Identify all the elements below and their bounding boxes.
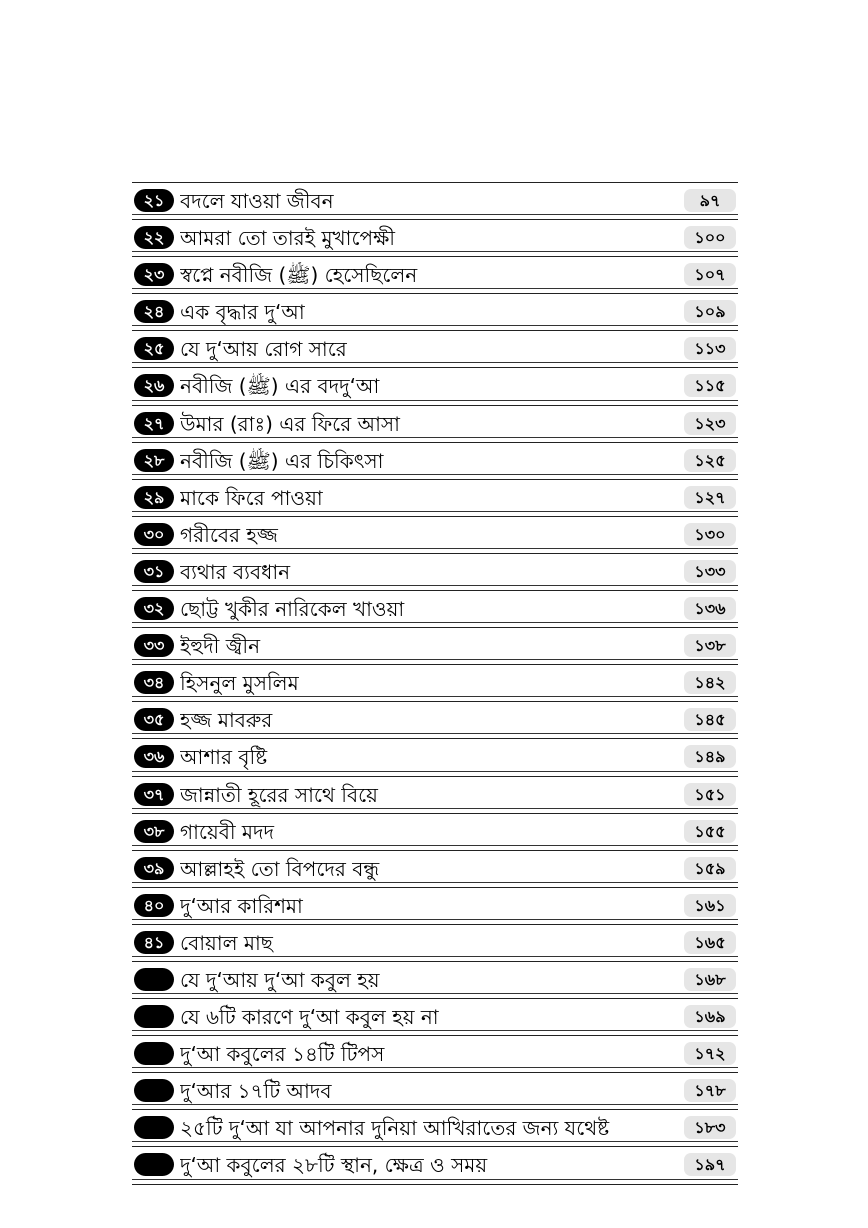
chapter-number-badge: ৩২ [134, 597, 174, 620]
chapter-title: নবীজি (ﷺ) এর বদদু‘আ [180, 374, 380, 399]
chapter-title: যে ৬টি কারণে দু‘আ কবুল হয় না [180, 1005, 439, 1030]
chapter-number-badge: ৩৩ [134, 634, 174, 657]
page-number-badge: ১২৩ [684, 412, 736, 435]
chapter-number-badge: ৪১ [134, 931, 174, 954]
chapter-number-badge: ২৬ [134, 374, 174, 397]
page-number-badge: ১৩৮ [684, 634, 736, 657]
toc-entry[interactable] [132, 553, 738, 590]
chapter-number-badge: ৩৪ [134, 671, 174, 694]
page-number-badge: ১০৭ [684, 263, 736, 286]
toc-entry[interactable] [132, 479, 738, 516]
chapter-number-badge: ৪০ [134, 894, 174, 917]
page-number-badge: ১৩০ [684, 523, 736, 546]
chapter-title: যে দু‘আয় দু‘আ কবুল হয় [180, 967, 380, 992]
chapter-title: আল্লাহই তো বিপদের বন্ধু [180, 856, 380, 881]
chapter-number-badge [134, 968, 174, 991]
toc-entry[interactable] [132, 738, 738, 775]
chapter-number-badge [134, 1116, 174, 1139]
chapter-title: মাকে ফিরে পাওয়া [180, 485, 323, 510]
toc-entry[interactable] [132, 405, 738, 442]
toc-entry[interactable] [132, 1072, 738, 1109]
page-number-badge: ১৫৫ [684, 820, 736, 843]
toc-entry[interactable] [132, 998, 738, 1035]
toc-entry[interactable] [132, 813, 738, 850]
chapter-title: দু‘আ কবুলের ২৮টি স্থান, ক্ষেত্র ও সময় [180, 1153, 488, 1178]
chapter-title: দু‘আর ১৭টি আদব [180, 1079, 332, 1104]
toc-entry[interactable] [132, 330, 738, 367]
chapter-number-badge: ২১ [134, 189, 174, 212]
chapter-number-badge: ২৩ [134, 263, 174, 286]
page-number-badge: ১২৫ [684, 449, 736, 472]
toc-entry[interactable] [132, 442, 738, 479]
page-number-badge: ১০৯ [684, 300, 736, 323]
toc-entry[interactable] [132, 219, 738, 256]
chapter-title: দু‘আ কবুলের ১৪টি টিপস [180, 1042, 385, 1067]
chapter-title: হিসনুল মুসলিম [180, 671, 299, 696]
chapter-title: গরীবের হজ্জ [180, 522, 278, 547]
toc-entry[interactable] [132, 850, 738, 887]
toc-rows [132, 182, 738, 1184]
page-number-badge: ১৬৫ [684, 931, 736, 954]
chapter-title: বোয়াল মাছ [180, 930, 273, 955]
toc-entry[interactable] [132, 367, 738, 404]
chapter-title: আশার বৃষ্টি [180, 745, 268, 770]
page-number-badge: ১৬৮ [684, 968, 736, 991]
toc-entry[interactable] [132, 182, 738, 219]
chapter-number-badge [134, 1153, 174, 1176]
chapter-title: আমরা তো তারই মুখাপেক্ষী [180, 226, 396, 251]
chapter-title: দু‘আর কারিশমা [180, 893, 303, 918]
page-number-badge: ১৯৭ [684, 1153, 736, 1176]
chapter-title: ছোট্ট খুকীর নারিকেল খাওয়া [180, 597, 405, 622]
chapter-title: এক বৃদ্ধার দু‘আ [180, 300, 305, 325]
chapter-number-badge [134, 1042, 174, 1065]
toc-entry[interactable] [132, 1146, 738, 1183]
chapter-title: স্বপ্নে নবীজি (ﷺ) হেসেছিলেন [180, 263, 418, 288]
chapter-number-badge: ২৪ [134, 300, 174, 323]
page-number-badge: ১৬৯ [684, 1005, 736, 1028]
chapter-number-badge: ২৯ [134, 486, 174, 509]
toc-entry[interactable] [132, 887, 738, 924]
chapter-title: ব্যথার ব্যবধান [180, 559, 291, 584]
page-number-badge: ১৩৩ [684, 560, 736, 583]
page-number-badge: ১৮৩ [684, 1116, 736, 1139]
chapter-number-badge: ২৫ [134, 337, 174, 360]
toc-entry[interactable] [132, 924, 738, 961]
chapter-number-badge: ৩৬ [134, 745, 174, 768]
chapter-number-badge: ৩৫ [134, 708, 174, 731]
table-of-contents [132, 182, 738, 1185]
toc-entry[interactable] [132, 961, 738, 998]
chapter-title: হজ্জ মাবরুর [180, 708, 273, 733]
chapter-title: গায়েবী মদদ [180, 819, 275, 844]
page-number-badge: ১৫৯ [684, 857, 736, 880]
page-number-badge: ১১৫ [684, 374, 736, 397]
chapter-title: বদলে যাওয়া জীবন [180, 189, 334, 213]
toc-entry[interactable] [132, 1109, 738, 1146]
page-number-badge: ১৭৮ [684, 1079, 736, 1102]
chapter-title: জান্নাতী হূরের সাথে বিয়ে [180, 782, 378, 807]
chapter-title: যে দু‘আয় রোগ সারে [180, 337, 347, 362]
chapter-title: উমার (রাঃ) এর ফিরে আসা [180, 411, 400, 436]
page-number-badge: ১৪৯ [684, 745, 736, 768]
toc-entry[interactable] [132, 293, 738, 330]
page-number-badge: ১১৩ [684, 337, 736, 360]
chapter-number-badge: ৩৯ [134, 857, 174, 880]
toc-entry[interactable] [132, 256, 738, 293]
toc-entry[interactable] [132, 627, 738, 664]
chapter-number-badge: ৩০ [134, 523, 174, 546]
chapter-number-badge [134, 1079, 174, 1102]
page-number-badge: ১৭২ [684, 1042, 736, 1065]
page-number-badge: ১০০ [684, 226, 736, 249]
toc-entry[interactable] [132, 776, 738, 813]
page-number-badge: ১৪৫ [684, 708, 736, 731]
chapter-number-badge [134, 1005, 174, 1028]
page-number-badge: ১৪২ [684, 671, 736, 694]
chapter-title: ২৫টি দু‘আ যা আপনার দুনিয়া আখিরাতের জন্য যথেষ্ট [180, 1116, 610, 1141]
page-number-badge: ১৫১ [684, 783, 736, 806]
chapter-title: ইহুদী জ্বীন [180, 634, 261, 659]
toc-entry[interactable] [132, 1035, 738, 1072]
page-number-badge: ১২৭ [684, 486, 736, 509]
chapter-number-badge: ২২ [134, 226, 174, 249]
toc-entry[interactable] [132, 701, 738, 738]
chapter-title: নবীজি (ﷺ) এর চিকিৎসা [180, 448, 384, 473]
page-number-badge: ৯৭ [684, 189, 736, 212]
chapter-number-badge: ২৭ [134, 412, 174, 435]
page-number-badge: ১৩৬ [684, 597, 736, 620]
chapter-number-badge: ২৮ [134, 449, 174, 472]
page-number-badge: ১৬১ [684, 894, 736, 917]
toc-entry[interactable] [132, 516, 738, 553]
toc-entry[interactable] [132, 590, 738, 627]
toc-entry[interactable] [132, 664, 738, 701]
chapter-number-badge: ৩১ [134, 560, 174, 583]
chapter-number-badge: ৩৭ [134, 783, 174, 806]
toc-bottom-rule [132, 1184, 738, 1185]
chapter-number-badge: ৩৮ [134, 820, 174, 843]
